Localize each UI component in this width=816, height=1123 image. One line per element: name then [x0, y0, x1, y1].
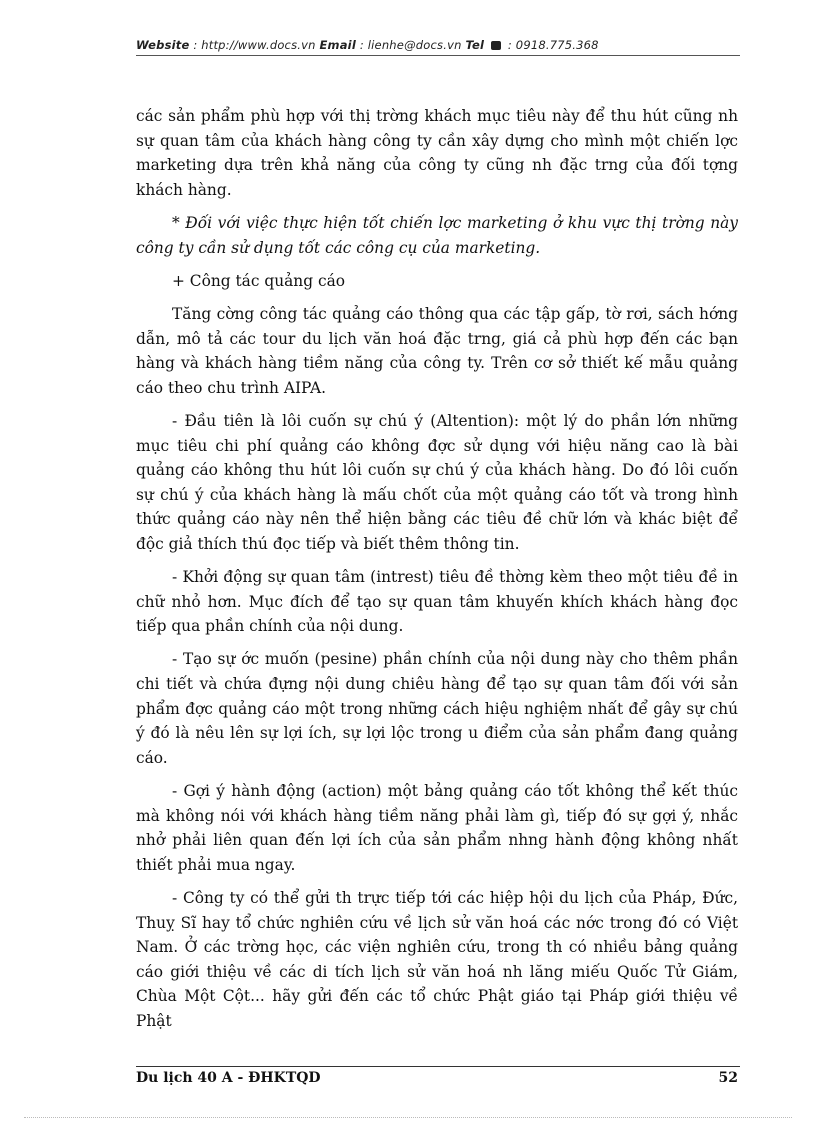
- paragraph-continuation: các sản phẩm phù hợp với thị trờng khách mục tiêu này để thu hút cũng nh sự quan tâm của khách hàng công ty cần xây dựng cho mình một chiến lợc marketing dựa trên khả năng của công ty cũng nh đặc trng của đối tợng khách hàng.: [136, 107, 738, 199]
- website-url: : http://www.docs.vn: [193, 38, 316, 52]
- paragraph-attention: - Đầu tiên là lôi cuốn sự chú ý (Altention): một lý do phần lớn những mục tiêu chi phí quảng cáo không đợc sử dụng với hiệu năng cao là bài quảng cáo không thu hút lôi cuốn sự chú ý của khách hàng. Do đó lôi cuốn sự chú ý của khách hàng là mấu chốt của một quảng cáo tốt và trong hình thức quảng cáo này nên thể hiện bằng các tiêu đề chữ lớn và khác biệt để độc giả thích thú đọc tiếp và biết thêm thông tin.: [136, 411, 738, 553]
- paragraph-marketing-note: * Đối với việc thực hiện tốt chiến lợc marketing ở khu vực thị trờng này công ty cần sử dụng tốt các công cụ của marketing.: [136, 213, 738, 257]
- paragraph-interest: - Khởi động sự quan tâm (intrest) tiêu đề thờng kèm theo một tiêu đề in chữ nhỏ hơn. Mục đích để tạo sự quan tâm khuyến khích khách hàng đọc tiếp qua phần chính của nội dung.: [136, 568, 738, 636]
- paragraph-action: - Gợi ý hành động (action) một bảng quảng cáo tốt không thể kết thúc mà không nói với khách hàng tiềm năng phải làm gì, tiếp đó sự gợi ý, nhắc nhở phải liên quan đến lợi ích của sản phẩm nhng hành động không nhất thiết phải mua ngay.: [136, 782, 738, 874]
- email-address: : lienhe@docs.vn: [359, 38, 462, 52]
- tel-number: : 0918.775.368: [507, 38, 599, 52]
- paragraph-desire: - Tạo sự ớc muốn (pesine) phần chính của nội dung này cho thêm phần chi tiết và chứa đựng nội dung chiêu hàng để tạo sự quan tâm đối với sản phẩm đợc quảng cáo một trong những cách hiệu nghiệm nhất để gây sự chú ý đó là nêu lên sự lợi ích, sự lợi lộc trong u điểm của sản phẩm đang quảng cáo.: [136, 650, 738, 767]
- section-heading-advertising: + Công tác quảng cáo: [172, 271, 346, 290]
- footer-course: Du lịch 40 A - ĐHKTQD: [136, 1070, 321, 1086]
- document-body: [136, 104, 738, 1042]
- phone-icon: [491, 41, 501, 50]
- footer-divider: [136, 1066, 740, 1067]
- page-header: [136, 38, 740, 52]
- page-bottom-border: [24, 1117, 792, 1118]
- paragraph-direct-mail: - Công ty có thể gửi th trực tiếp tới các hiệp hội du lịch của Pháp, Đức, Thuỵ Sĩ hay tổ chức nghiên cứu về lịch sử văn hoá các nớc trong đó có Việt Nam. Ở các trờng học, các viện nghiên cứu, trong th có nhiều bảng quảng cáo giới thiệu về các di tích lịch sử văn hoá nh lăng miếu Quốc Tử Giám, Chùa Một Cột... hãy gửi đến các tổ chức Phật giáo tại Pháp giới thiệu về Phật: [136, 888, 738, 1030]
- page-number: 52: [718, 1070, 738, 1086]
- tel-label: Tel: [465, 38, 485, 52]
- header-divider: [136, 55, 740, 56]
- email-label: Email: [319, 38, 356, 52]
- website-label: Website: [136, 38, 190, 52]
- paragraph-advertising: Tăng cờng công tác quảng cáo thông qua các tập gấp, tờ rơi, sách hớng dẫn, mô tả các tour du lịch văn hoá đặc trng, giá cả phù hợp đến các bạn hàng và khách hàng tiềm năng của công ty. Trên cơ sở thiết kế mẫu quảng cáo theo chu trình AIPA.: [136, 304, 738, 397]
